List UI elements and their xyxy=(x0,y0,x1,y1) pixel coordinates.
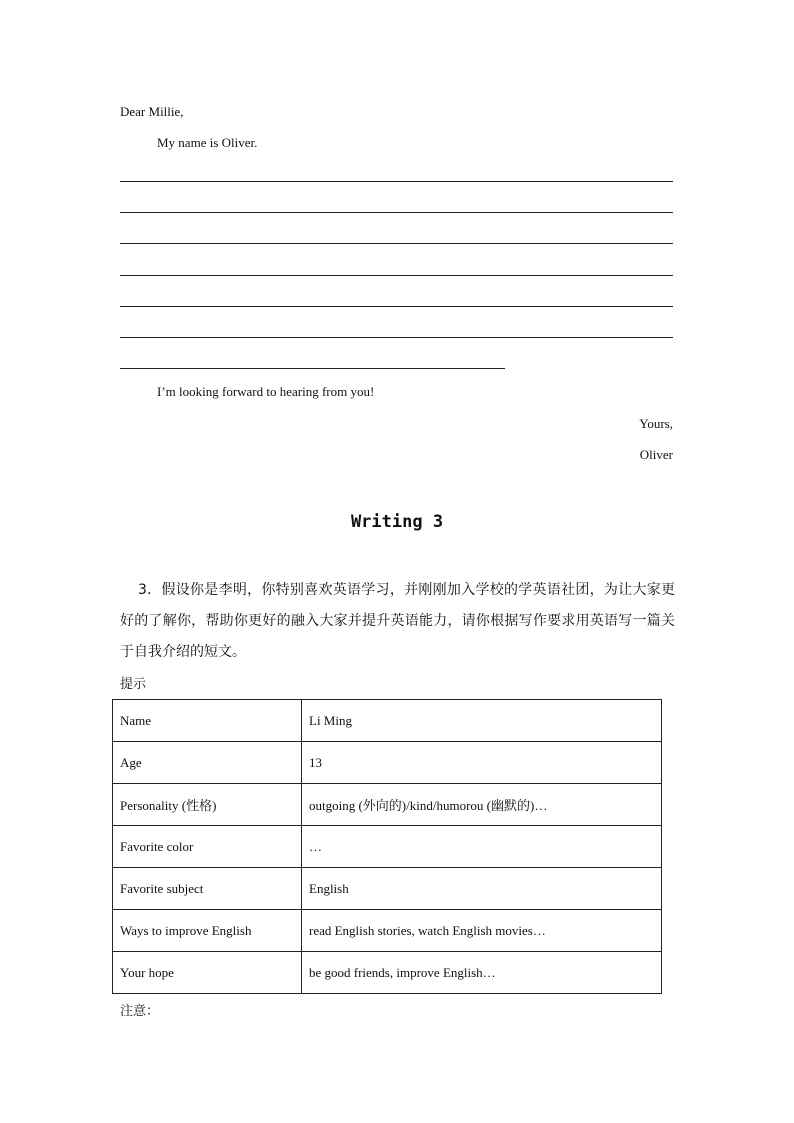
table-cell-value: 13 xyxy=(302,742,662,784)
letter-closing-line: I’m looking forward to hearing from you! xyxy=(157,384,375,399)
letter-greeting: Dear Millie, xyxy=(120,104,184,119)
table-cell-key: Personality (性格) xyxy=(113,784,302,826)
writing-line xyxy=(120,212,673,213)
table-cell-key: Name xyxy=(113,700,302,742)
table-row xyxy=(113,700,662,742)
letter-signature: Oliver xyxy=(639,447,673,462)
table-cell-value: outgoing (外向的)/kind/humorou (幽默的)… xyxy=(302,784,662,826)
table-cell-value: read English stories, watch English movies… xyxy=(302,910,662,952)
table-cell-key: Ways to improve English xyxy=(113,910,302,952)
table-cell-value: … xyxy=(302,826,662,868)
note-label: 注意： xyxy=(120,1004,160,1019)
prompt-paragraph xyxy=(120,575,675,668)
prompt-text: 3．假设你是李明，你特别喜欢英语学习，并刚刚加入学校的学英语社团，为让大家更好的了解你，帮助你更好的融入大家并提升英语能力，请你根据写作要求用英语写一篇关于自我介绍的短文。 xyxy=(120,582,675,660)
table-cell-key: Favorite color xyxy=(113,826,302,868)
writing-line xyxy=(120,306,673,307)
table-cell-value: Li Ming xyxy=(302,700,662,742)
table-cell-key: Your hope xyxy=(113,952,302,994)
writing-line xyxy=(120,337,673,338)
table-row xyxy=(113,910,662,952)
table-cell-key: Favorite subject xyxy=(113,868,302,910)
table-row xyxy=(113,742,662,784)
table-cell-value: be good friends, improve English… xyxy=(302,952,662,994)
table-row xyxy=(113,826,662,868)
hint-table xyxy=(112,699,662,994)
table-cell-value: English xyxy=(302,868,662,910)
letter-signoff: Yours, xyxy=(639,416,673,431)
section-title: Writing 3 xyxy=(350,512,444,532)
table-row xyxy=(113,868,662,910)
writing-line xyxy=(120,275,673,276)
table-cell-key: Age xyxy=(113,742,302,784)
letter-opening: My name is Oliver. xyxy=(157,135,258,150)
table-row xyxy=(113,784,662,826)
writing-line-short xyxy=(120,368,505,369)
writing-line xyxy=(120,181,673,182)
table-row xyxy=(113,952,662,994)
writing-line xyxy=(120,243,673,244)
hint-label: 提示 xyxy=(120,677,147,692)
